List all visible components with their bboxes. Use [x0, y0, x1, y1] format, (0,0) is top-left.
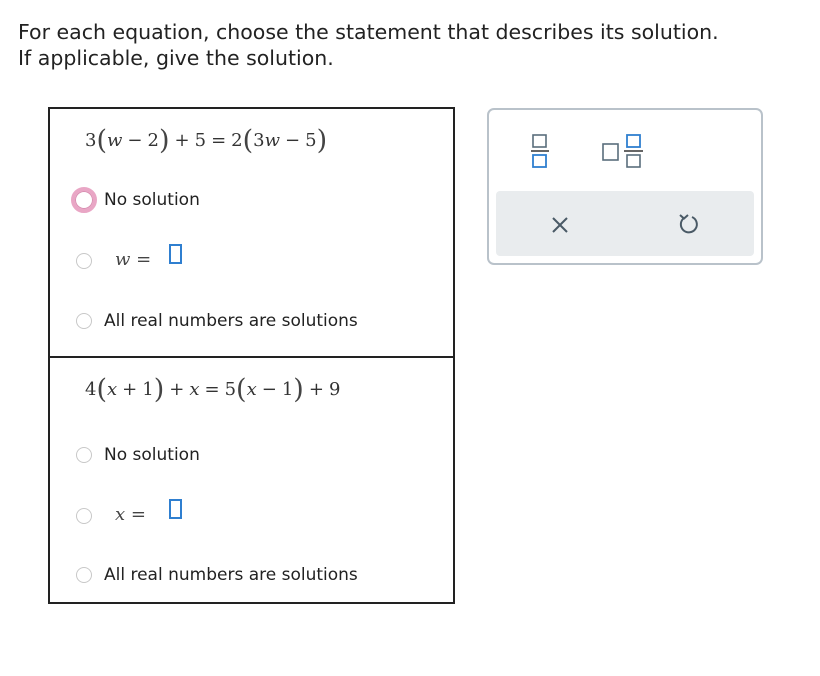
math-toolbar [487, 108, 763, 265]
instructions-line-2: If applicable, give the solution. [18, 46, 334, 70]
paren: ( [236, 374, 247, 405]
question-1 [50, 109, 453, 358]
operator: + [122, 379, 138, 400]
equals-sign: = [211, 130, 227, 151]
paren: ) [293, 374, 304, 405]
paren: ( [96, 374, 107, 405]
eq1-coef-e: 3 [253, 130, 265, 151]
paren: ( [242, 125, 254, 156]
paren: ) [158, 125, 170, 156]
toolbar-actions [496, 191, 754, 256]
eq1-const-b: 2 [147, 130, 159, 151]
answer-input[interactable] [169, 244, 182, 264]
equals-sign: = [130, 504, 146, 525]
radio-button[interactable] [71, 187, 97, 213]
radio-button[interactable] [76, 567, 92, 583]
option-label: No solution [104, 190, 200, 210]
operator: − [127, 130, 143, 151]
equals-sign: = [136, 249, 152, 270]
mixed-number-icon[interactable] [601, 130, 647, 170]
radio-button[interactable] [76, 508, 92, 524]
question-2 [50, 356, 453, 602]
paren: ( [96, 125, 107, 156]
fraction-icon[interactable] [529, 130, 551, 170]
eq2-var: x [107, 379, 118, 400]
operator: − [285, 130, 301, 151]
eq1-const-f: 5 [305, 130, 317, 151]
solution-variable: x [115, 504, 126, 525]
eq1-coef-d: 2 [231, 130, 243, 151]
equals-sign: = [204, 379, 220, 400]
eq2-const-f: 1 [281, 379, 294, 400]
eq2-const-g: 9 [328, 379, 341, 400]
equation-1 [85, 125, 327, 156]
clear-icon[interactable] [548, 213, 572, 237]
operator: + [174, 130, 190, 151]
option-label: All real numbers are solutions [104, 311, 358, 331]
paren: ) [153, 374, 165, 405]
paren: ) [316, 125, 328, 156]
operator: − [261, 379, 277, 400]
questions-panel [48, 107, 455, 604]
eq2-coef-d: 5 [224, 379, 237, 400]
eq2-const-b: 1 [142, 379, 154, 400]
radio-button[interactable] [76, 447, 92, 463]
radio-button[interactable] [76, 313, 92, 329]
solution-variable: w [115, 249, 131, 270]
eq2-var: x [189, 379, 200, 400]
equation-2 [85, 374, 340, 405]
eq1-var: w [107, 130, 123, 151]
eq1-var: w [264, 130, 281, 151]
solution-label [115, 504, 146, 525]
instructions-line-1: For each equation, choose the statement that describes its solution. [18, 20, 719, 44]
undo-icon[interactable] [676, 211, 702, 237]
eq1-const-c: 5 [194, 130, 207, 151]
eq2-var: x [246, 379, 257, 400]
eq1-coef-a: 3 [85, 130, 97, 151]
option-label: All real numbers are solutions [104, 565, 358, 585]
instructions [18, 19, 798, 71]
option-label: No solution [104, 445, 200, 465]
solution-label [115, 249, 151, 270]
eq2-coef-a: 4 [85, 379, 97, 400]
operator: + [308, 379, 324, 400]
answer-input[interactable] [169, 499, 182, 519]
operator: + [169, 379, 185, 400]
radio-button[interactable] [76, 253, 92, 269]
